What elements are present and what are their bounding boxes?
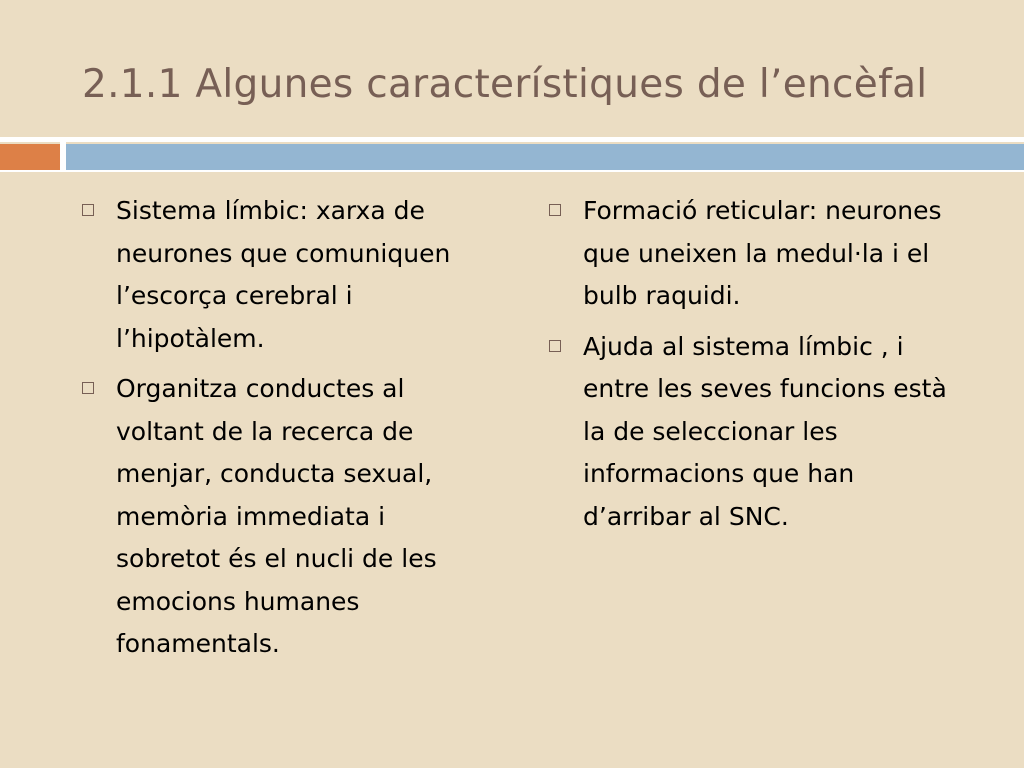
bullet-text: Ajuda al sistema límbic , i entre les seves funcions està la de seleccionar les informacions que han d’arribar al SNC. xyxy=(583,331,947,531)
bar-bottom-divider xyxy=(0,170,1024,172)
right-column xyxy=(545,190,965,546)
bullet-text: Formació reticular: neurones que uneixen la medul·la i el bulb raquidi. xyxy=(583,196,942,310)
left-bullet-list xyxy=(78,190,488,666)
title-divider xyxy=(0,137,1024,142)
left-column xyxy=(78,190,488,674)
right-bullet-list xyxy=(545,190,965,538)
square-bullet-icon xyxy=(549,204,561,216)
list-item xyxy=(545,190,965,318)
accent-bar xyxy=(0,144,60,170)
list-item xyxy=(545,326,965,539)
slide-title: 2.1.1 Algunes característiques de l’encèfal xyxy=(82,62,928,107)
bullet-text: Sistema límbic: xarxa de neurones que comuniquen l’escorça cerebral i l’hipotàlem. xyxy=(116,196,451,353)
header-bar xyxy=(66,144,1024,170)
bullet-text: Organitza conductes al voltant de la recerca de menjar, conducta sexual, memòria immediata i sobretot és el nucli de les emocions humanes fonamentals. xyxy=(116,374,437,658)
square-bullet-icon xyxy=(82,382,94,394)
list-item xyxy=(78,368,488,666)
square-bullet-icon xyxy=(549,340,561,352)
square-bullet-icon xyxy=(82,204,94,216)
list-item xyxy=(78,190,488,360)
